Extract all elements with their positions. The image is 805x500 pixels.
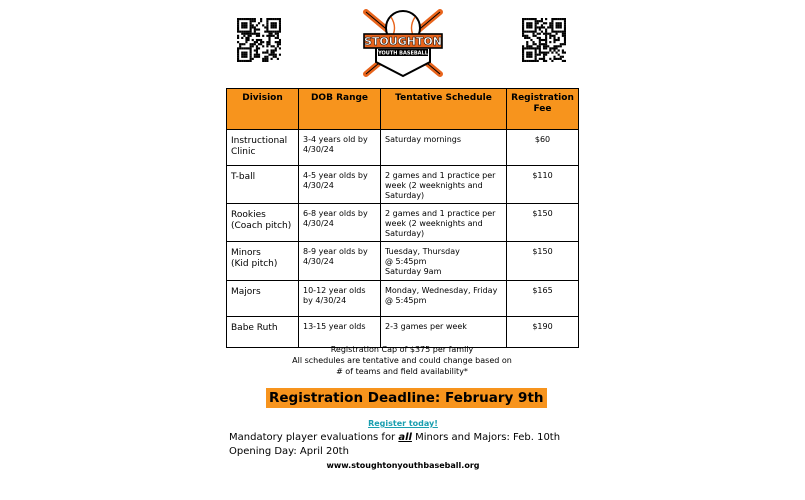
schedule-cell — [381, 130, 507, 166]
division-note: (Coach pitch) — [231, 221, 292, 231]
schedule-cell — [381, 281, 507, 317]
dob-range-cell: 4-5 year olds by 4/30/24 — [299, 166, 381, 204]
table-row — [227, 281, 579, 317]
header-division: Division — [227, 89, 299, 130]
division-cell — [227, 281, 299, 317]
schedule-line: Tuesday, Thursday — [385, 247, 460, 256]
division-cell — [227, 130, 299, 166]
dob-range-cell: 6-8 year olds by 4/30/24 — [299, 204, 381, 242]
schedule-notes — [226, 344, 578, 377]
header-tentative-schedule: Tentative Schedule — [381, 89, 507, 130]
division-name: Majors — [231, 287, 261, 297]
registration-fee-cell: $60 — [507, 130, 579, 166]
division-name: T-ball — [231, 172, 256, 182]
qr-pattern — [522, 18, 566, 62]
division-cell — [227, 242, 299, 281]
registration-cap-note: Registration Cap of $375 per family — [330, 345, 474, 354]
mandatory-text-before: Mandatory player evaluations for — [229, 432, 399, 443]
registration-fee-cell: $150 — [507, 204, 579, 242]
website-url[interactable]: www.stoughtonyouthbaseball.org — [326, 461, 480, 470]
qr-pattern — [237, 18, 281, 62]
division-name: Minors — [231, 248, 261, 258]
table-body — [227, 130, 579, 348]
logo-subtitle: YOUTH BASEBALL — [378, 50, 428, 57]
registration-fee-cell: $165 — [507, 281, 579, 317]
division-cell — [227, 204, 299, 242]
dob-range-cell: 3-4 years old by 4/30/24 — [299, 130, 381, 166]
schedule-cell — [381, 317, 507, 348]
table-row — [227, 204, 579, 242]
schedule-cell — [381, 242, 507, 281]
table-row — [227, 317, 579, 348]
tentative-note-line1: All schedules are tentative and could change based on — [292, 356, 512, 365]
division-cell — [227, 166, 299, 204]
division-name: Instructional — [231, 136, 288, 146]
dob-range-cell: 10-12 year olds by 4/30/24 — [299, 281, 381, 317]
table-row — [227, 166, 579, 204]
mandatory-text-emphasis: all — [398, 432, 412, 443]
opening-day-text: Opening Day: April 20th — [229, 446, 349, 457]
table-row — [227, 130, 579, 166]
header-registration-fee: Registration Fee — [507, 89, 579, 130]
logo-graphic — [358, 4, 448, 82]
table-header-row — [227, 89, 579, 130]
register-today-link[interactable]: Register today! — [368, 419, 438, 428]
schedule-line: 2 games and 1 practice per week (2 weeknights and Saturday) — [385, 171, 496, 200]
schedule-line: Saturday mornings — [385, 135, 462, 144]
schedule-cell — [381, 166, 507, 204]
qr-code-left-icon — [237, 18, 281, 62]
mandatory-text-after: Minors and Majors: Feb. 10th — [411, 432, 561, 443]
registration-deadline-banner: Registration Deadline: February 9th — [266, 388, 547, 408]
schedule-line: Monday, Wednesday, Friday — [385, 286, 498, 295]
division-note: Clinic — [231, 147, 256, 157]
registration-fee-cell: $150 — [507, 242, 579, 281]
table-row — [227, 242, 579, 281]
schedule-line: 2 games and 1 practice per week (2 weeknights and Saturday) — [385, 209, 496, 238]
division-name: Rookies — [231, 210, 266, 220]
header-dob-range: DOB Range — [299, 89, 381, 130]
registration-fee-cell: $190 — [507, 317, 579, 348]
registration-fee-cell: $110 — [507, 166, 579, 204]
schedule-line: @ 5:45pm — [385, 257, 427, 266]
schedule-line: @ 5:45pm — [385, 296, 427, 305]
division-note: (Kid pitch) — [231, 259, 278, 269]
schedule-line: 2-3 games per week — [385, 322, 467, 331]
qr-code-right-icon — [522, 18, 566, 62]
division-name: Babe Ruth — [231, 323, 278, 333]
division-schedule-table — [226, 88, 579, 348]
division-cell — [227, 317, 299, 348]
stoughton-youth-baseball-logo — [358, 4, 448, 82]
tentative-note-line2: # of teams and field availability* — [336, 367, 468, 376]
dob-range-cell: 8-9 year olds by 4/30/24 — [299, 242, 381, 281]
schedule-cell — [381, 204, 507, 242]
dob-range-cell: 13-15 year olds — [299, 317, 381, 348]
schedule-line: Saturday 9am — [385, 267, 442, 276]
mandatory-evaluations-text — [229, 432, 560, 443]
logo-title: STOUGHTON — [363, 35, 443, 48]
